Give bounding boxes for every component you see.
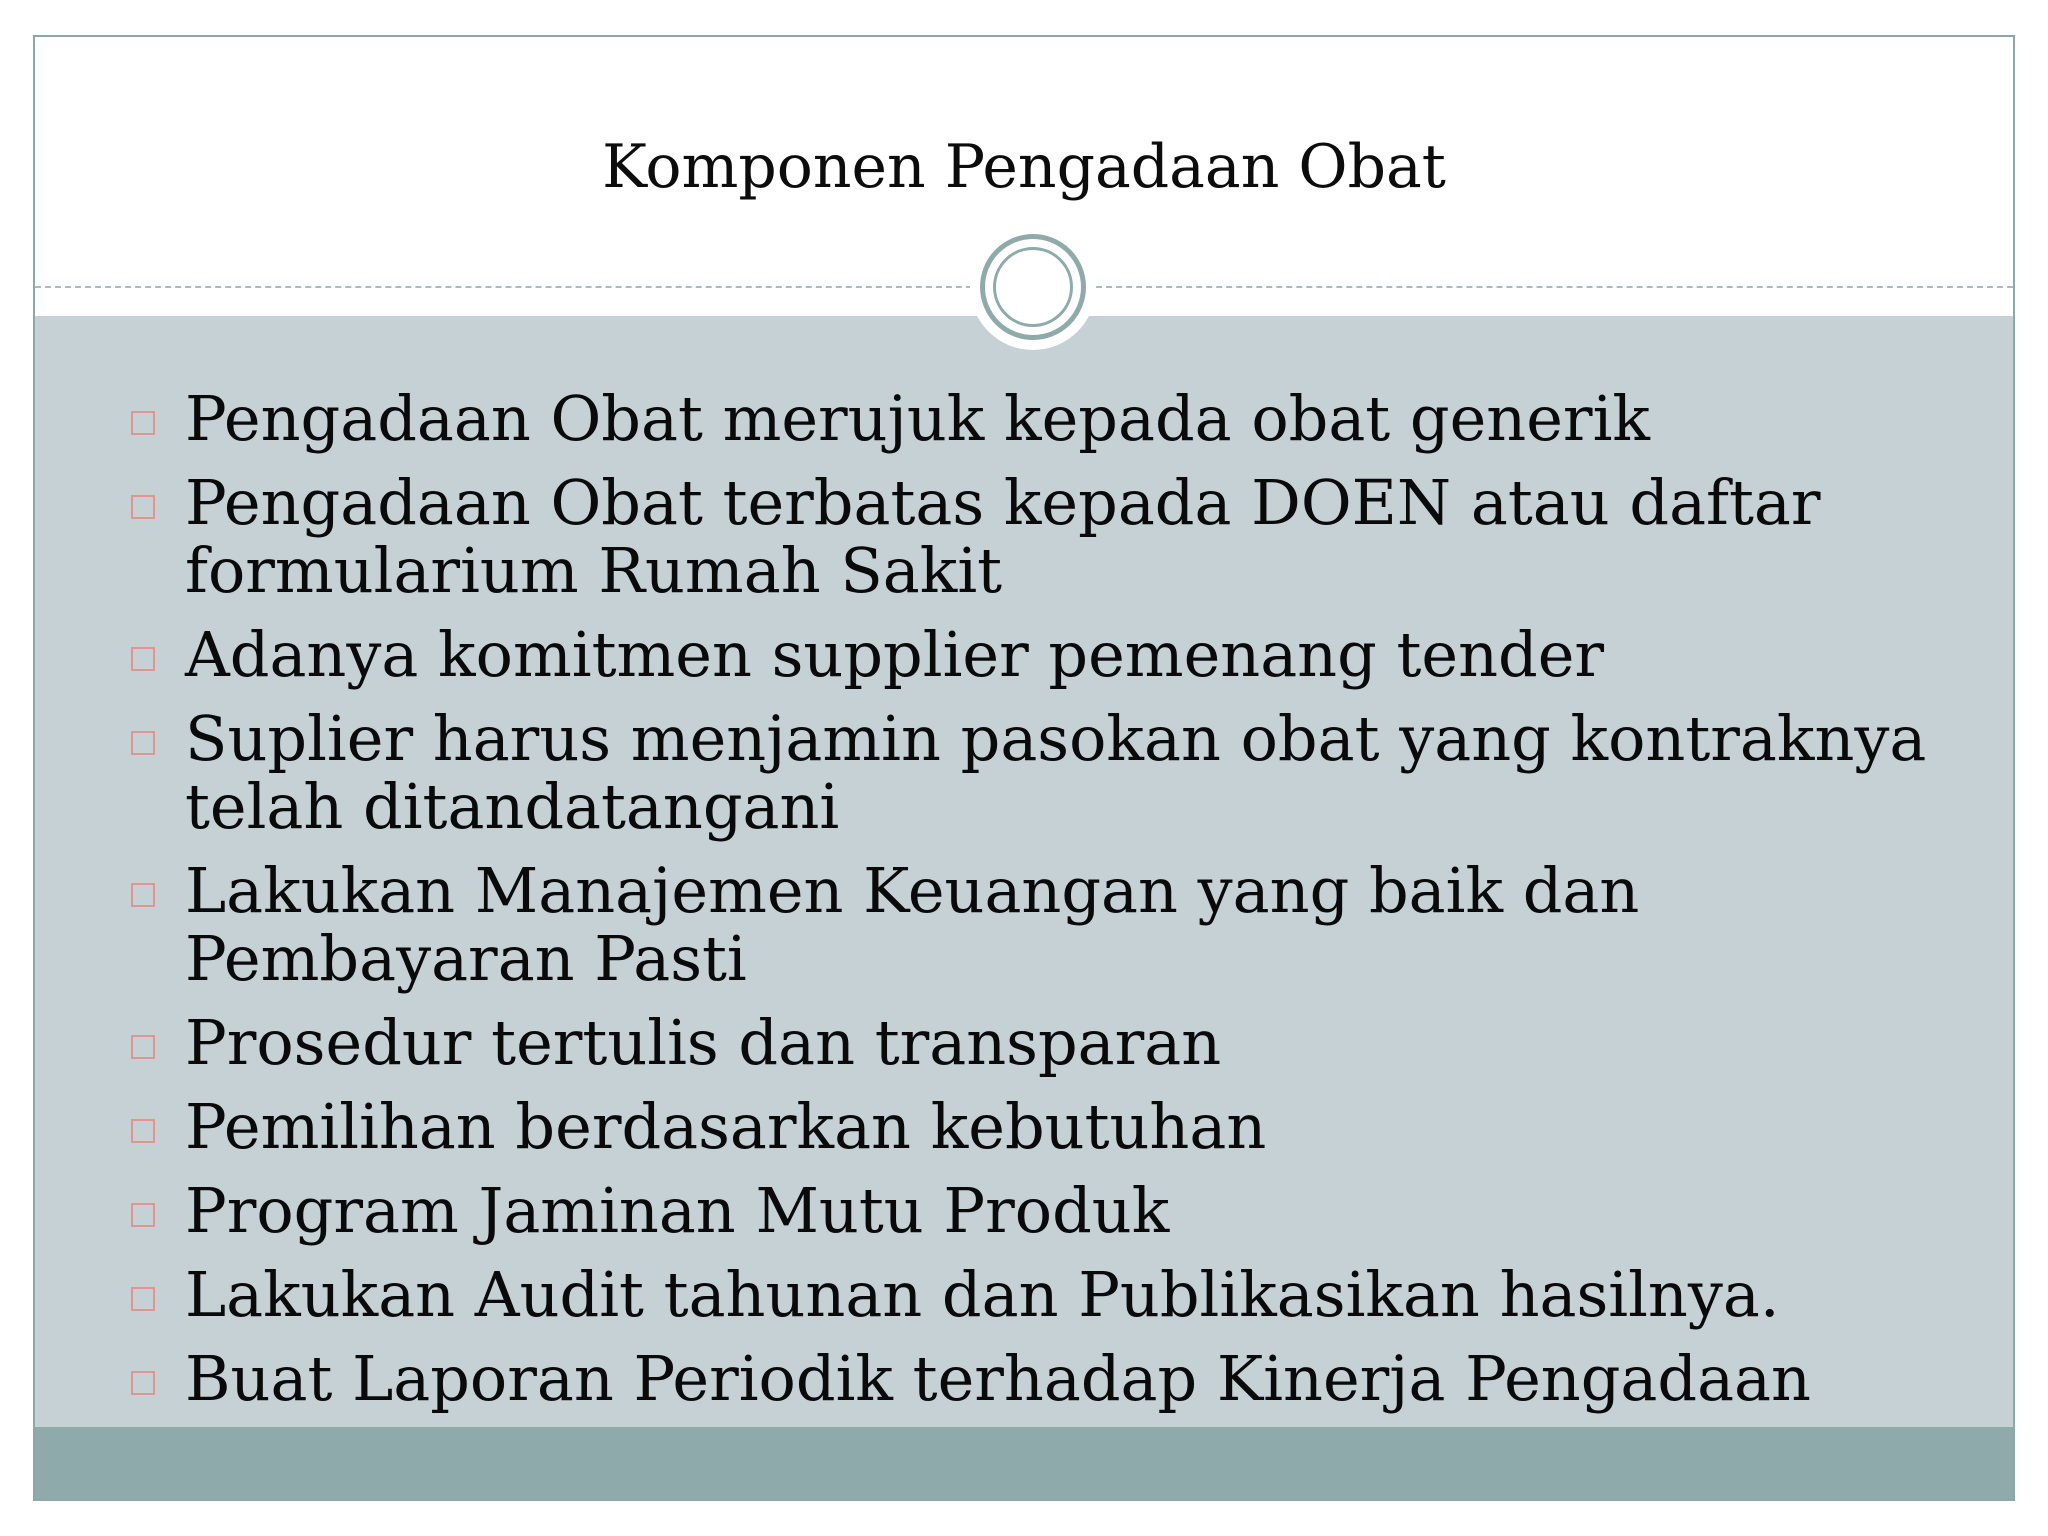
slide-title: Komponen Pengadaan Obat: [602, 132, 1446, 202]
inner-ring-icon: [993, 247, 1073, 327]
list-item: [95, 1174, 1975, 1247]
list-item: [95, 854, 1975, 995]
bullet-text: Prosedur tertulis dan transparan: [185, 1006, 1222, 1079]
bullet-text: Pemilihan berdasarkan kebutuhan: [185, 1090, 1267, 1163]
bullet-list: [95, 382, 1975, 1429]
bullet-text: Suplier harus menjamin pasokan obat yang kontraknya telah ditandatangani: [185, 702, 1927, 843]
bullet-text: Buat Laporan Periodik terhadap Kinerja Pengadaan: [185, 1342, 1811, 1415]
square-bullet-icon: [131, 731, 155, 755]
square-bullet-icon: [131, 495, 155, 519]
footer-band: [35, 1427, 2013, 1499]
square-bullet-icon: [131, 883, 155, 907]
bullet-text: Pengadaan Obat merujuk kepada obat generik: [185, 382, 1650, 455]
bullet-text: Pengadaan Obat terbatas kepada DOEN atau daftar formularium Rumah Sakit: [185, 466, 1821, 607]
square-bullet-icon: [131, 1035, 155, 1059]
bullet-text: Lakukan Audit tahunan dan Publikasikan hasilnya.: [185, 1258, 1780, 1331]
bullet-text: Program Jaminan Mutu Produk: [185, 1174, 1170, 1247]
list-item: [95, 1006, 1975, 1079]
list-item: [95, 702, 1975, 843]
square-bullet-icon: [131, 1287, 155, 1311]
slide: [33, 35, 2015, 1501]
list-item: [95, 382, 1975, 455]
list-item: [95, 1090, 1975, 1163]
bullet-text: Lakukan Manajemen Keuangan yang baik dan Pembayaran Pasti: [185, 854, 1640, 995]
square-bullet-icon: [131, 1371, 155, 1395]
list-item: [95, 1342, 1975, 1415]
square-bullet-icon: [131, 1119, 155, 1143]
square-bullet-icon: [131, 411, 155, 435]
square-bullet-icon: [131, 647, 155, 671]
list-item: [95, 1258, 1975, 1331]
list-item: [95, 466, 1975, 607]
bullet-text: Adanya komitmen supplier pemenang tender: [185, 618, 1605, 691]
list-item: [95, 618, 1975, 691]
square-bullet-icon: [131, 1203, 155, 1227]
